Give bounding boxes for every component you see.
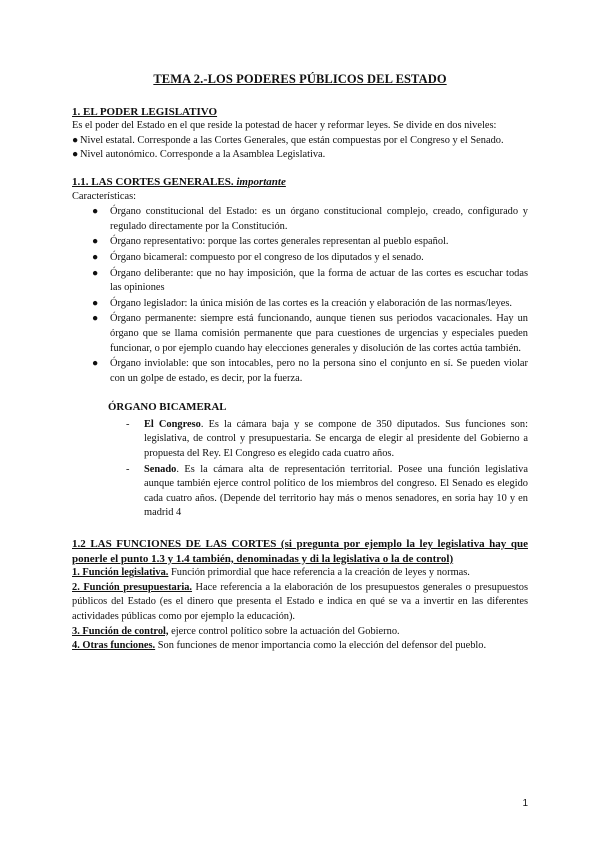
bullet-icon: ● bbox=[92, 313, 99, 325]
bullet-icon: ● bbox=[92, 206, 99, 218]
subsection-title: ÓRGANO BICAMERAL bbox=[108, 401, 227, 414]
list-item bbox=[72, 418, 528, 462]
list-item-text: Órgano inviolable: que son intocables, pero no la persona sino el conjunto en sí. Se pueden violar con un golpe de estado, es decir, por la fuerza. bbox=[110, 358, 528, 384]
page-number: 1 bbox=[522, 798, 528, 809]
paragraph: Características: bbox=[72, 190, 137, 202]
list-item-text: Órgano constitucional del Estado: es un órgano constitucional complejo, creado, configurado y regulado directamente por la Constitución. bbox=[110, 206, 528, 232]
list-item bbox=[72, 357, 528, 386]
list-item bbox=[72, 205, 528, 234]
paragraph: Es el poder del Estado en el que reside la potestad de hacer y reformar leyes. Se divide en dos niveles: bbox=[72, 120, 497, 132]
list-item bbox=[72, 463, 528, 521]
function-text: Son funciones de menor importancia como la elección del defensor del pueblo. bbox=[155, 640, 487, 652]
list-item bbox=[72, 312, 528, 356]
section-poder-legislativo bbox=[72, 105, 528, 163]
bullet-icon: ● bbox=[92, 236, 99, 248]
list-item-text: Órgano representativo: porque las cortes generales representan al pueblo español. bbox=[110, 236, 449, 248]
list-item-text: Órgano deliberante: que no hay imposición, que la forma de actuar de las cortes es escuchar todas las opiniones bbox=[110, 267, 528, 294]
function-text: Hace referencia a la elaboración de los presupuestos generales o presupuestos públicos del Estado (es el dinero que presenta el Estado e indica en qué se va a invertir en las diferentes actividades públicas como por ejemplo la educación). bbox=[72, 581, 528, 622]
list-item-text: Órgano bicameral: compuesto por el congreso de los diputados y el senado. bbox=[110, 251, 424, 263]
list-item-text: Nivel estatal. Corresponde a las Cortes Generales, que están compuestas por el Congreso y el Senado. bbox=[80, 134, 504, 146]
list-item bbox=[72, 148, 528, 163]
chamber-text: . Es la cámara baja y se compone de 350 diputados. Sus funciones son: legislativa, de control y presupuestaria. Se encarga de elegir al presidente del Gobierno a propuesta del Rey. El Congreso es elegido cada cuatro años. bbox=[144, 418, 528, 460]
bullet-icon: ● bbox=[92, 251, 99, 263]
section-heading-tag: importante bbox=[236, 175, 286, 188]
function-text: Función primordial que hace referencia a la creación de leyes y normas. bbox=[168, 567, 470, 579]
section-heading: 1. EL PODER LEGISLATIVO bbox=[72, 105, 218, 118]
chambers-list bbox=[72, 418, 528, 521]
bullet-icon: ● bbox=[92, 267, 99, 279]
chamber-name: El Congreso bbox=[144, 418, 201, 430]
function-item bbox=[72, 639, 528, 654]
dash-icon: - bbox=[126, 463, 130, 475]
list-item bbox=[72, 267, 528, 296]
section-cortes-generales bbox=[72, 175, 528, 521]
document-title: TEMA 2.-LOS PODERES PÚBLICOS DEL ESTADO bbox=[153, 72, 447, 86]
bullet-icon: ● bbox=[92, 358, 99, 370]
section-heading: 1.2 LAS FUNCIONES DE LAS CORTES (si pregunta por ejemplo la ley legislativa hay que ponerle el punto 1.3 y 1.4 también, denominadas y di la legislativa o la de control) bbox=[72, 538, 528, 565]
function-item bbox=[72, 581, 528, 625]
function-label: 1. Función legislativa. bbox=[72, 567, 169, 579]
list-item-text: Órgano permanente: siempre está funcionando, aunque tienen sus periodos vacacionales. Hay un órgano que se llama comisión permanente que para cuestiones de urgencias y especiales pueden funcionar, o por ejemplo cuando hay elecciones generales y disolución de las cortes actúa también. bbox=[110, 313, 528, 354]
function-label: 2. Función presupuestaria. bbox=[72, 581, 193, 593]
section-funciones bbox=[72, 537, 528, 654]
function-label: 4. Otras funciones. bbox=[72, 640, 156, 652]
list-item-text: Órgano legislador: la única misión de las cortes es la creación y elaboración de las normas/leyes. bbox=[110, 297, 513, 309]
dash-icon: - bbox=[126, 418, 130, 430]
bullet-icon: ● bbox=[92, 297, 99, 309]
document-page bbox=[72, 70, 528, 654]
features-list bbox=[72, 205, 528, 386]
list-item bbox=[72, 134, 528, 149]
section-heading bbox=[72, 175, 528, 190]
list-item bbox=[72, 235, 528, 250]
list-item bbox=[72, 251, 528, 266]
list-item-text: Nivel autonómico. Corresponde a la Asamblea Legislativa. bbox=[80, 149, 326, 161]
function-item bbox=[72, 625, 528, 640]
bullet-icon: ● bbox=[72, 149, 79, 161]
function-label: 3. Función de control, bbox=[72, 625, 169, 637]
list-item bbox=[72, 297, 528, 312]
chamber-name: Senado bbox=[144, 463, 177, 475]
bullet-icon: ● bbox=[72, 134, 79, 146]
chamber-text: . Es la cámara alta de representación territorial. Posee una función legislativa aunque también ejerce control político de los miembros del congreso. El Senado es elegido cada cuatro años. (Depende del territorio hay más o menos senadores, en soria hay 10 y en madrid 4 bbox=[144, 463, 528, 519]
function-text: ejerce control político sobre la actuación del Gobierno. bbox=[168, 625, 400, 637]
function-item bbox=[72, 566, 528, 581]
section-heading-text: 1.1. LAS CORTES GENERALES. bbox=[72, 175, 234, 188]
